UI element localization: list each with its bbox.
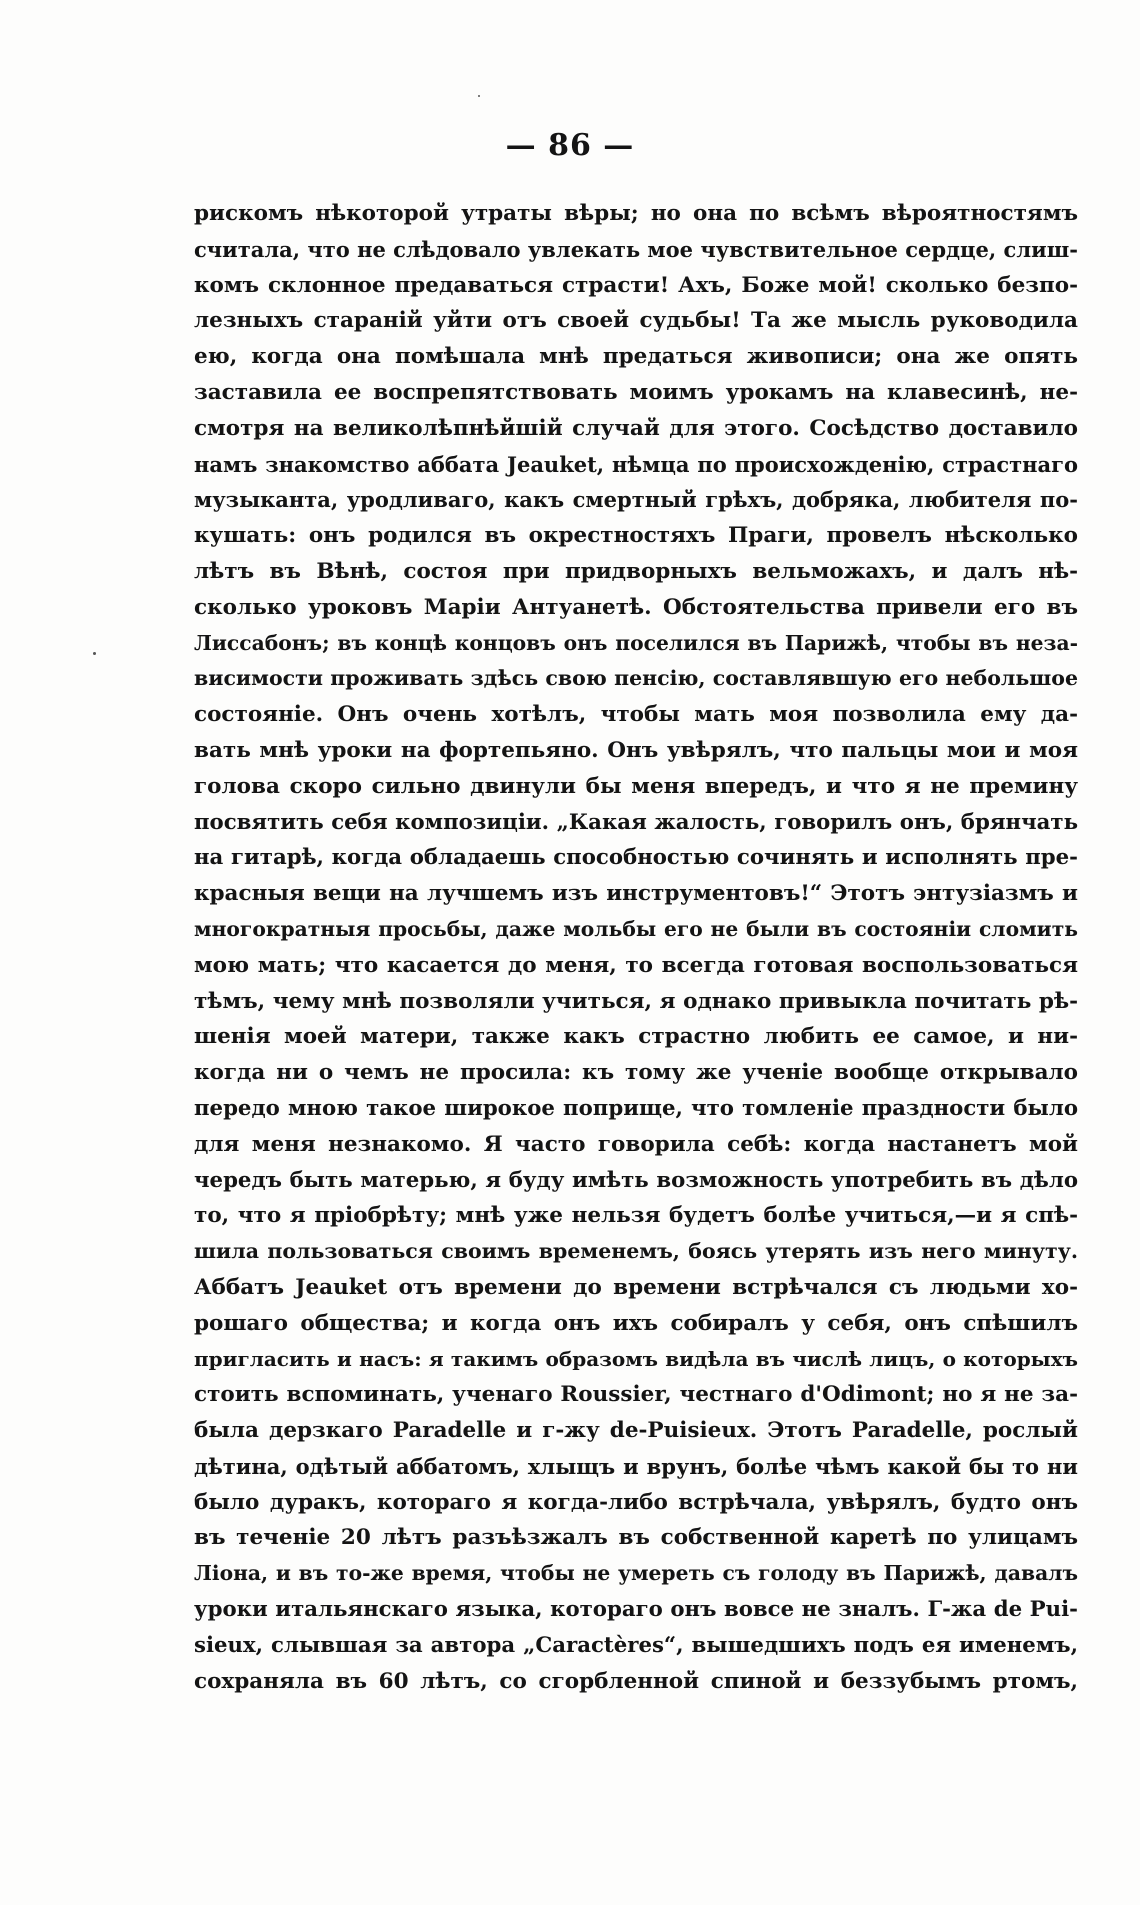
text-line: многократныя просьбы, даже мольбы его не были въ состояніи сломить bbox=[194, 916, 1078, 941]
text-line: передо мною такое широкое поприще, что томленіе праздности было bbox=[194, 1095, 1078, 1121]
text-line: красныя вещи на лучшемъ изъ инструментовъ!“ Этотъ энтузіазмъ и bbox=[194, 881, 1078, 907]
body-text bbox=[194, 196, 1078, 1699]
text-line: тѣмъ, чему мнѣ позволяли учиться, я однако привыкла почитать рѣ- bbox=[194, 988, 1078, 1014]
text-line: голова скоро сильно двинули бы меня впередъ, и что я не премину bbox=[194, 773, 1078, 799]
text-line: заставила ее воспрепятствовать моимъ урокамъ на клавесинѣ, не- bbox=[194, 379, 1078, 405]
text-line: Ліона, и въ то-же время, чтобы не умереть съ голоду въ Парижѣ, давалъ bbox=[194, 1561, 1078, 1586]
text-line: когда ни о чемъ не просила: къ тому же ученіе вообще открывало bbox=[194, 1060, 1078, 1086]
page-number: — 86 — bbox=[505, 128, 635, 163]
text-line: была дерзкаго Paradelle и г-жу de-Puisieux. Этотъ Paradelle, рослый bbox=[194, 1418, 1078, 1444]
text-line: рошаго общества; и когда онъ ихъ собиралъ у себя, онъ спѣшилъ bbox=[194, 1310, 1078, 1336]
text-line: было дуракъ, котораго я когда-либо встрѣчала, увѣрялъ, будто онъ bbox=[194, 1489, 1078, 1515]
text-line: дѣтина, одѣтый аббатомъ, хлыщъ и врунъ, болѣе чѣмъ какой бы то ни bbox=[194, 1453, 1078, 1479]
text-line: чередъ быть матерью, я буду имѣть возможность употребить въ дѣло bbox=[194, 1167, 1078, 1193]
text-line: кушать: онъ родился въ окрестностяхъ Праги, провелъ нѣсколько bbox=[194, 523, 1078, 549]
text-line: висимости проживать здѣсь свою пенсію, составлявшую его небольшое bbox=[194, 666, 1078, 691]
text-line: лезныхъ стараній уйти отъ своей судьбы! Та же мысль руководила bbox=[194, 308, 1078, 334]
text-line: комъ склонное предаваться страсти! Ахъ, Боже мой! сколько безпо- bbox=[194, 272, 1078, 298]
scan-speck bbox=[93, 652, 96, 655]
text-line: считала, что не слѣдовало увлекать мое чувствительное сердце, слиш- bbox=[194, 236, 1078, 262]
text-line: рискомъ нѣкоторой утраты вѣры; но она по всѣмъ вѣроятностямъ bbox=[194, 201, 1078, 226]
text-line: мою мать; что касается до меня, то всегда готовая воспользоваться bbox=[194, 952, 1078, 978]
text-line: sieux, слывшая за автора „Caractères“, вышедшихъ подъ ея именемъ, bbox=[194, 1632, 1078, 1658]
text-line: шенія моей матери, также какъ страстно любить ее самое, и ни- bbox=[194, 1024, 1078, 1050]
text-line: сохраняла въ 60 лѣтъ, со сгорбленной спиной и беззубымъ ртомъ, bbox=[194, 1668, 1078, 1694]
text-line: сколько уроковъ Маріи Антуанетѣ. Обстоятельства привели его въ bbox=[194, 594, 1078, 620]
text-line: стоить вспоминать, ученаго Roussier, честнаго d'Odimont; но я не за- bbox=[194, 1382, 1078, 1408]
text-line: вать мнѣ уроки на фортепьяно. Онъ увѣрялъ, что пальцы мои и моя bbox=[194, 737, 1078, 763]
text-line: въ теченіе 20 лѣтъ разъѣзжалъ въ собственной каретѣ по улицамъ bbox=[194, 1525, 1078, 1551]
text-line: Аббатъ Jeaukеt отъ времени до времени встрѣчался съ людьми хо- bbox=[194, 1274, 1078, 1300]
scan-speck bbox=[478, 95, 480, 97]
text-line: намъ знакомство аббата Jeaukеt, нѣмца по происхожденію, страстнаго bbox=[194, 451, 1078, 477]
text-line: ею, когда она помѣшала мнѣ предаться живописи; она же опять bbox=[194, 344, 1078, 370]
text-line: уроки итальянскаго языка, котораго онъ вовсе не зналъ. Г-жа de Pui- bbox=[194, 1597, 1078, 1623]
text-line: посвятить себя композиціи. „Какая жалость, говорилъ онъ, брянчать bbox=[194, 809, 1078, 835]
text-line: музыканта, уродливаго, какъ смертный грѣхъ, добряка, любителя по- bbox=[194, 487, 1078, 513]
text-line: то, что я пріобрѣту; мнѣ уже нельзя будетъ болѣе учиться,—и я спѣ- bbox=[194, 1203, 1078, 1229]
text-line: шила пользоваться своимъ временемъ, боясь утерять изъ него минуту. bbox=[194, 1239, 1078, 1264]
text-line: смотря на великолѣпнѣйшій случай для этого. Сосѣдство доставило bbox=[194, 415, 1078, 441]
text-line: на гитарѣ, когда обладаешь способностью сочинять и исполнять пре- bbox=[194, 845, 1078, 871]
text-line: пригласить и насъ: я такимъ образомъ видѣла въ числѣ лицъ, о которыхъ bbox=[194, 1346, 1078, 1371]
text-line: Лиссабонъ; въ концѣ концовъ онъ поселился въ Парижѣ, чтобы въ неза- bbox=[194, 630, 1078, 655]
text-line: состояніе. Онъ очень хотѣлъ, чтобы мать моя позволила ему да- bbox=[194, 702, 1078, 728]
text-line: для меня незнакомо. Я часто говорила себѣ: когда настанетъ мой bbox=[194, 1131, 1078, 1157]
text-line: лѣтъ въ Вѣнѣ, состоя при придворныхъ вельможахъ, и далъ нѣ- bbox=[194, 558, 1078, 584]
